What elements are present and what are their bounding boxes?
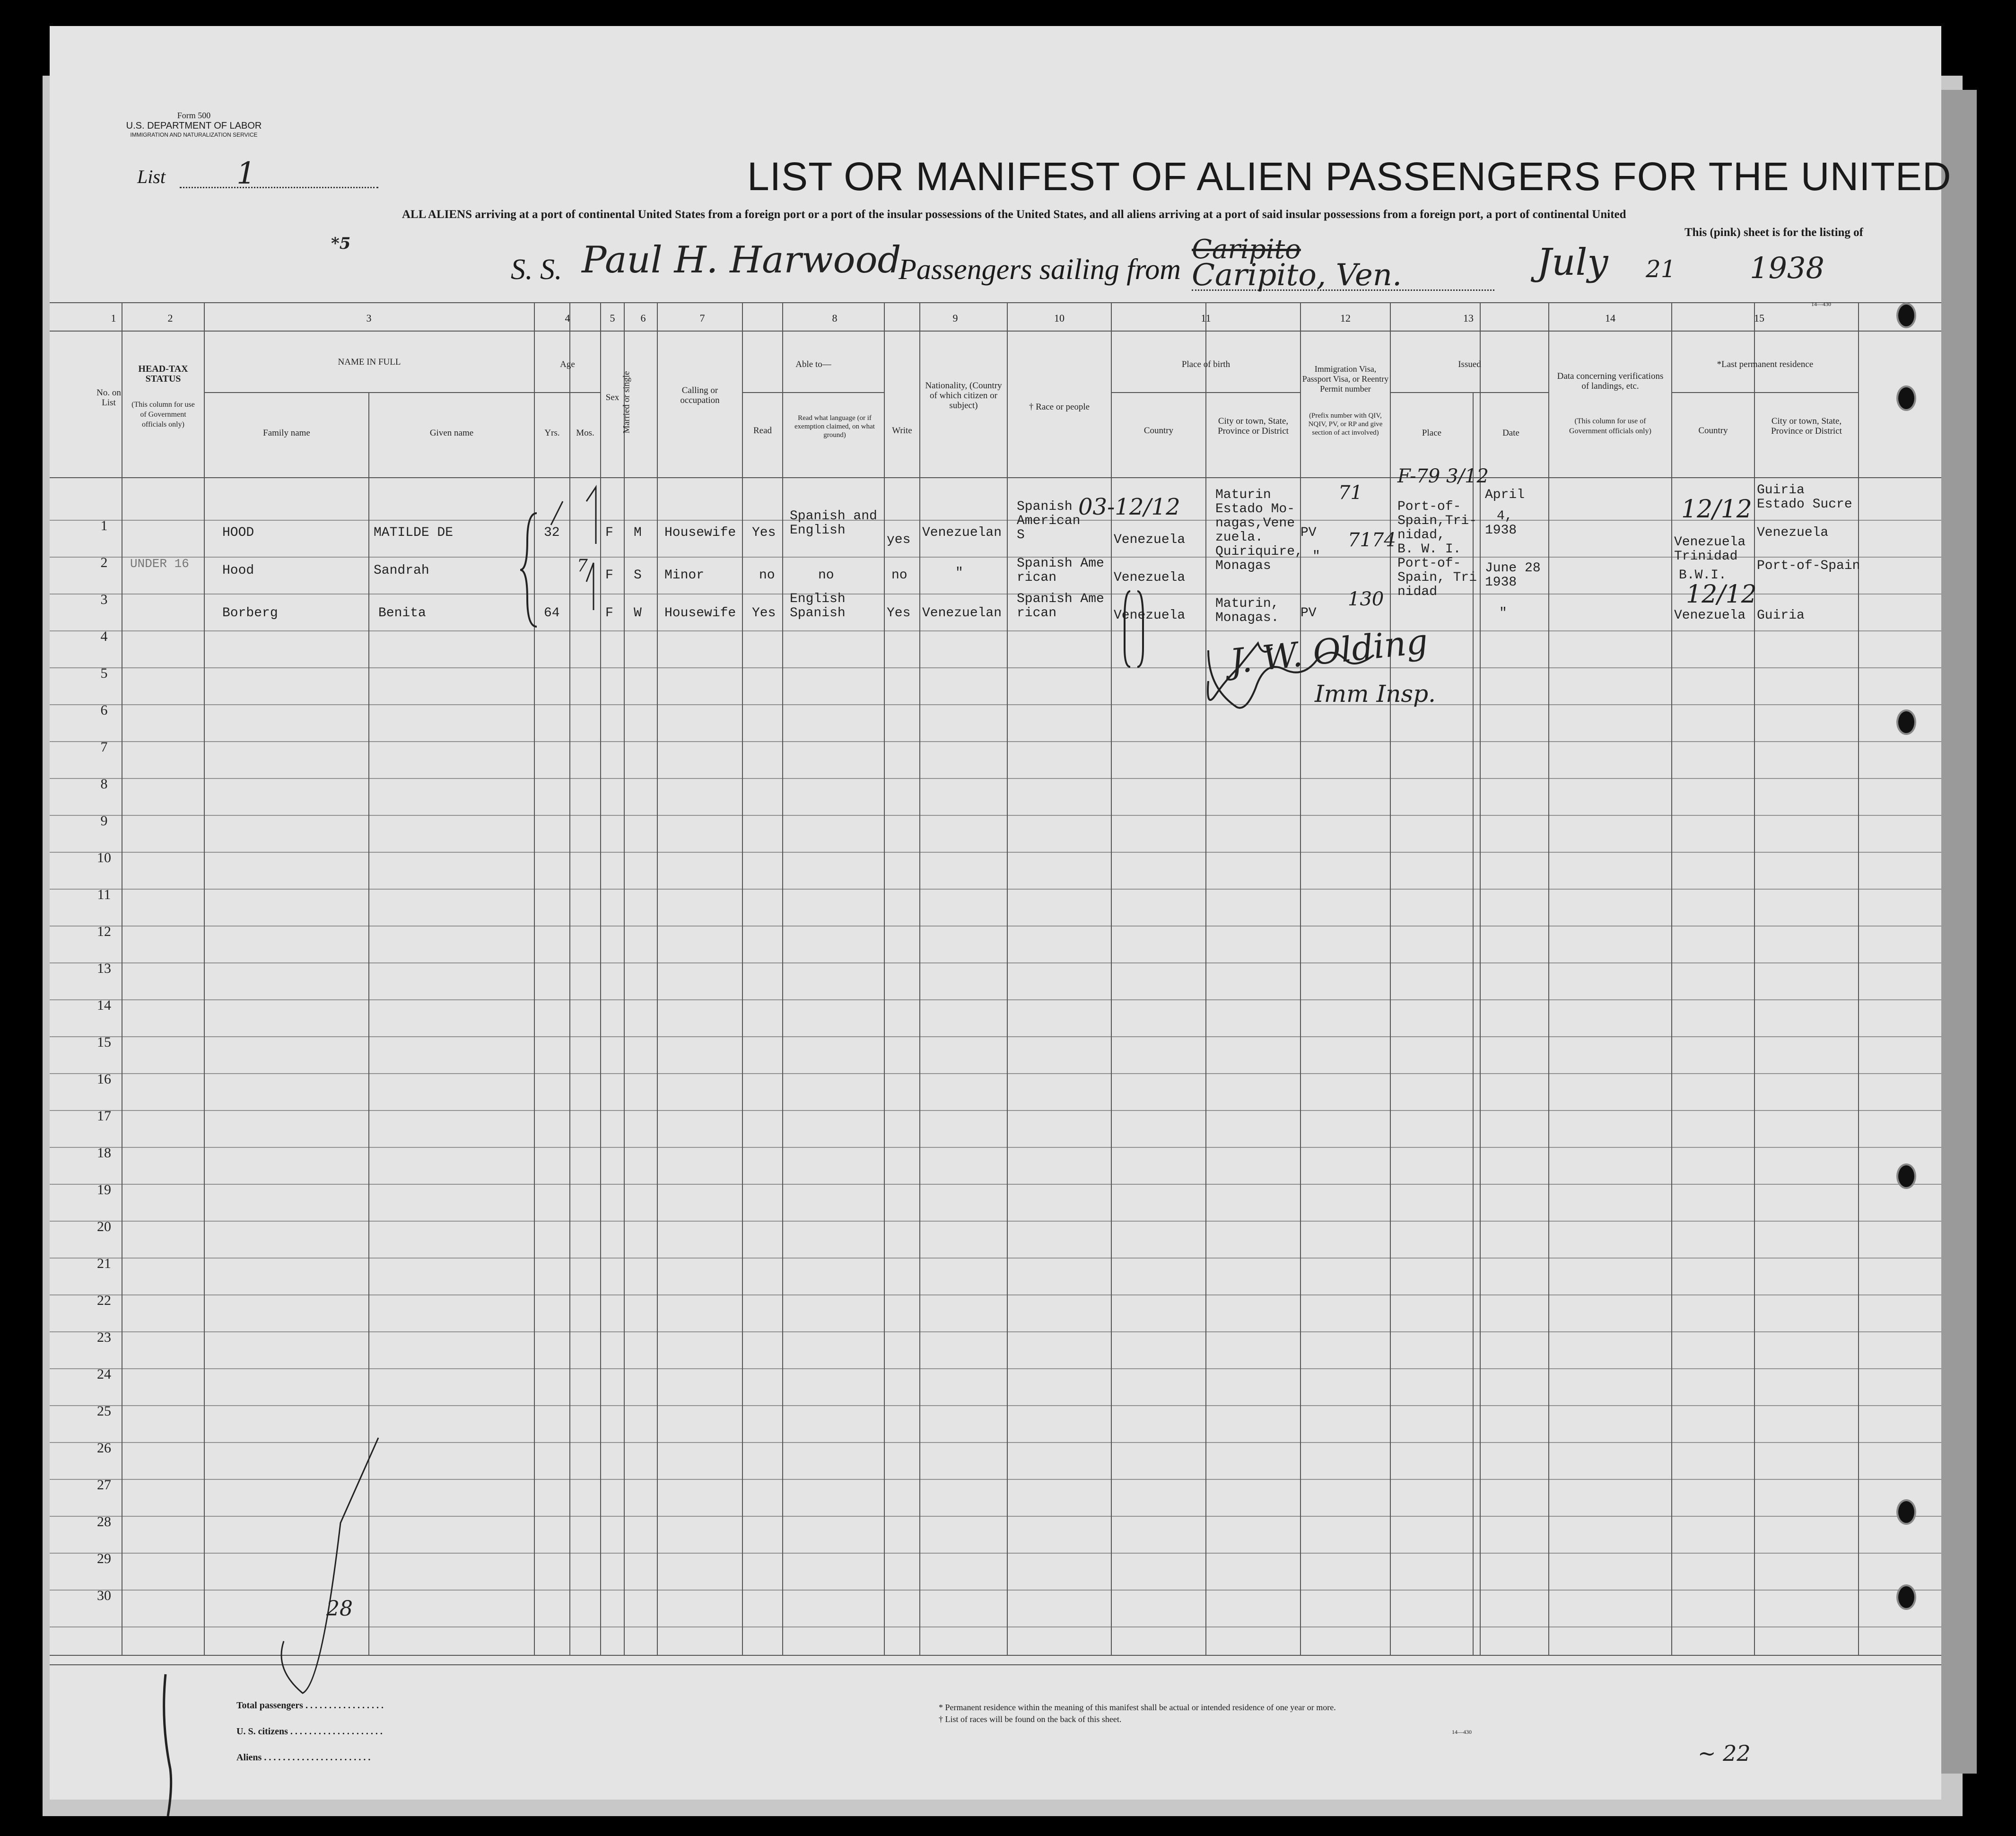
p1-issue-place-1: Port-of-: [1397, 499, 1461, 514]
p2-birth-city-2: Monagas: [1215, 559, 1271, 573]
p3-race-2: rican: [1017, 606, 1057, 621]
colnum-4: 4: [565, 312, 570, 324]
p2-race-1: Spanish Ame: [1017, 556, 1104, 571]
ship-name: Paul H. Harwood: [582, 239, 901, 281]
p2-visa-hand: 7174: [1348, 529, 1396, 551]
row-number-4: 4: [100, 629, 108, 644]
p3-issue-date: ": [1499, 606, 1507, 621]
list-label: List: [137, 166, 166, 187]
hdr-family-name: Family name: [263, 428, 310, 438]
hdr-yrs: Yrs.: [544, 428, 560, 438]
hdr-mos: Mos.: [576, 428, 594, 438]
p2-res-city-1: Port-of-Spain: [1757, 559, 1860, 573]
p2-language: no: [818, 568, 834, 583]
p1-res-city-3: Venezuela: [1757, 525, 1829, 540]
punch-hole: [1896, 385, 1916, 411]
p1-res-city-1: Guiria: [1757, 483, 1805, 498]
p1-issue-place-3: nidad,: [1397, 528, 1445, 542]
p3-read: Yes: [752, 606, 776, 621]
hdr-last-residence: *Last permanent residence: [1717, 359, 1814, 369]
p1-annotation: 03-12/12: [1078, 494, 1180, 520]
hdr-no-on-list: No. on List: [96, 388, 121, 408]
p1-race-3: S: [1017, 528, 1025, 542]
row-number-25: 25: [97, 1403, 111, 1419]
p3-sex: F: [605, 606, 613, 621]
sailing-year: 1938: [1750, 251, 1824, 285]
top-left-mark: *5: [331, 234, 351, 253]
row-number-21: 21: [97, 1256, 111, 1271]
p1-birth-city-4: zuela.: [1215, 530, 1263, 545]
punch-hole: [1896, 303, 1916, 328]
row-number-23: 23: [97, 1329, 111, 1345]
p1-res-city-2: Estado Sucre: [1757, 497, 1852, 512]
row-number-24: 24: [97, 1366, 111, 1382]
p3-race-1: Spanish Ame: [1017, 592, 1104, 606]
port-name: Caripito, Ven.: [1192, 258, 1402, 293]
p1-birth-city-1: Maturin: [1215, 488, 1271, 502]
hdr-sex: Sex: [605, 393, 620, 402]
p2-age: 7: [577, 556, 588, 576]
p2-issue-date-1: June 28: [1485, 561, 1541, 576]
row-number-27: 27: [97, 1477, 111, 1493]
sailing-day: 21: [1646, 255, 1676, 283]
hdr-data-concerning: Data concerning verifications of landings, etc.: [1557, 371, 1664, 391]
p1-birth-city-3: nagas,Vene: [1215, 516, 1295, 531]
p1-visa-hand: 71: [1338, 482, 1362, 504]
colnum-10: 10: [1054, 312, 1065, 324]
p3-language-1: English: [790, 592, 846, 606]
inspector-signature: J. W. Olding: [1228, 621, 1430, 682]
p1-read: Yes: [752, 525, 776, 540]
hdr-nationality: Nationality, (Country of which citizen or subject): [925, 381, 1002, 411]
p1-age: 32: [544, 525, 560, 540]
p2-res-country: Trinidad: [1674, 549, 1738, 564]
form-number: Form 500: [177, 111, 211, 120]
row-number-13: 13: [97, 961, 111, 976]
port-underline: [1192, 289, 1494, 291]
hdr-date: Date: [1502, 428, 1519, 438]
row-number-19: 19: [97, 1182, 111, 1198]
row-number-22: 22: [97, 1293, 111, 1308]
corner-code: 14—430: [1811, 301, 1831, 307]
p1-race-2: American: [1017, 514, 1081, 528]
p2-issue-place-2: Spain, Tri: [1397, 570, 1477, 585]
p3-given: Benita: [378, 606, 426, 621]
p3-language-2: Spanish: [790, 606, 846, 621]
hand-res-mark-1: 12/12: [1681, 495, 1752, 524]
p3-res-country: Venezuela: [1674, 608, 1746, 623]
manifest-title: LIST OR MANIFEST OF ALIEN PASSENGERS FOR THE UNITED: [747, 154, 1952, 199]
p1-status: M: [634, 525, 642, 540]
p1-issue-date-1: April: [1485, 488, 1525, 502]
row-number-9: 9: [100, 813, 108, 829]
row-number-30: 30: [97, 1588, 111, 1603]
row-number-29: 29: [97, 1551, 111, 1566]
row-number-12: 12: [97, 924, 111, 939]
colnum-15: 15: [1754, 312, 1764, 324]
punch-hole: [1896, 1163, 1916, 1189]
p2-occupation: Minor: [664, 568, 705, 583]
row-number-8: 8: [100, 776, 108, 792]
hdr-country: Country: [1143, 426, 1174, 436]
footer-aliens: Aliens . . . . . . . . . . . . . . . . . . . . . . .: [236, 1752, 371, 1763]
row-number-28: 28: [97, 1514, 111, 1530]
row-number-2: 2: [100, 555, 108, 570]
p1-language-2: English: [790, 523, 846, 538]
footer-note-1: * Permanent residence within the meaning of this manifest shall be actual or intended residence of one year or more.: [939, 1703, 1336, 1712]
p1-occupation: Housewife: [664, 525, 736, 540]
row-number-3: 3: [100, 592, 108, 607]
hdr-name-in-full: NAME IN FULL: [338, 357, 401, 367]
p1-sex: F: [605, 525, 613, 540]
row-number-1: 1: [100, 518, 108, 533]
p1-issue-date-2: 4,: [1497, 509, 1513, 524]
hdr-place-of-birth: Place of birth: [1181, 359, 1231, 369]
hdr-read-language: Read what language (or if exemption claimed, on what ground): [794, 414, 875, 439]
colnum-13: 13: [1463, 312, 1474, 324]
p2-read: no: [759, 568, 775, 583]
hdr-write: Write: [892, 426, 912, 436]
row-number-7: 7: [100, 739, 108, 755]
hdr-calling: Calling or occupation: [680, 385, 720, 405]
row-number-5: 5: [100, 665, 108, 681]
footer-note-2: † List of races will be found on the back of this sheet.: [939, 1714, 1122, 1724]
p2-issue-date-2: 1938: [1485, 575, 1517, 590]
colnum-5: 5: [610, 312, 615, 324]
hdr-head-tax-note: (This column for use of Government officials only): [131, 401, 195, 428]
colnum-14: 14: [1605, 312, 1615, 324]
service-name: IMMIGRATION AND NATURALIZATION SERVICE: [130, 131, 258, 138]
footer-total-passengers: Total passengers . . . . . . . . . . . . . . . . .: [236, 1700, 384, 1711]
colnum-2: 2: [167, 312, 173, 324]
instruction-line-2: This (pink) sheet is for the listing of: [1684, 226, 1863, 239]
p2-birth-city-1: Quiriquire,: [1215, 544, 1303, 559]
p2-write: no: [891, 568, 908, 583]
p1-given: MATILDE DE: [374, 525, 454, 540]
hdr-issued: Issued: [1458, 359, 1481, 369]
p2-family: Hood: [222, 563, 254, 578]
p3-age: 64: [544, 606, 560, 621]
hdr-able-to: Able to—: [795, 359, 831, 369]
hand-res-mark-2: 12/12: [1686, 580, 1757, 609]
hand-bottom-right: ~ 22: [1698, 1740, 1751, 1766]
colnum-7: 7: [699, 312, 705, 324]
p3-occupation: Housewife: [664, 606, 736, 621]
p3-family: Borberg: [222, 606, 278, 621]
hdr-data-note: (This column for use of Government officials only): [1569, 417, 1651, 435]
p1-issue-place-4: B. W. I.: [1397, 542, 1461, 557]
p3-status: W: [634, 606, 642, 621]
row-number-11: 11: [97, 887, 111, 902]
p3-visa: PV: [1300, 606, 1317, 621]
p2-sex: F: [605, 568, 613, 583]
p2-visa: ": [1312, 549, 1320, 564]
sailing-from-label: Passengers sailing from: [899, 254, 1181, 286]
inspector-title: Imm Insp.: [1315, 680, 1436, 708]
colnum-11: 11: [1201, 312, 1211, 324]
row-number-10: 10: [97, 850, 111, 866]
hdr-read: Read: [753, 426, 772, 436]
p2-race-2: rican: [1017, 570, 1057, 585]
p1-family: HOOD: [222, 525, 254, 540]
hdr-head-tax: HEAD-TAX STATUS: [138, 364, 188, 384]
hdr-city-town: City or town, State, Province or District: [1218, 416, 1289, 436]
p1-issue-place-2: Spain,Tri-: [1397, 514, 1477, 528]
list-underline: [180, 187, 378, 188]
p2-issue-place-1: Port-of-: [1397, 556, 1461, 571]
row-number-15: 15: [97, 1034, 111, 1050]
p2-head-tax: UNDER 16: [130, 557, 189, 571]
instruction-line-1: ALL ALIENS arriving at a port of continental United States from a foreign port or a port of the insular possessions of the United States, and all aliens arriving at a port of said insular possessions from a foreign port, a port of continental United: [402, 208, 1626, 221]
p3-birth-city-2: Monagas.: [1215, 611, 1279, 625]
p3-res-city-1: Guiria: [1757, 608, 1805, 623]
punch-hole: [1896, 1499, 1916, 1525]
hdr-res-city: City or town, State, Province or District: [1771, 416, 1842, 436]
p3-birth-country: Venezuela: [1114, 608, 1186, 623]
row-number-14: 14: [97, 997, 111, 1013]
footer-code: 14—430: [1452, 1729, 1472, 1735]
hdr-visa-note: (Prefix number with QIV, NQIV, PV, or RP and give section of act involved): [1308, 412, 1383, 437]
row-number-6: 6: [100, 702, 108, 718]
p1-write: yes: [887, 533, 911, 547]
p1-race-1: Spanish: [1017, 499, 1073, 514]
punch-hole: [1896, 1584, 1916, 1610]
p3-visa-hand: 130: [1348, 588, 1384, 610]
ss-label: S. S.: [511, 254, 562, 286]
hdr-visa: Immigration Visa, Passport Visa, or Reentry Permit number: [1302, 364, 1389, 393]
p2-birth-country: Venezuela: [1114, 570, 1186, 585]
colnum-12: 12: [1340, 312, 1351, 324]
p1-issue-date-3: 1938: [1485, 523, 1517, 538]
p3-birth-city-1: Maturin,: [1215, 596, 1279, 611]
row-number-26: 26: [97, 1440, 111, 1456]
footer-us-citizens: U. S. citizens . . . . . . . . . . . . . . . . . . . .: [236, 1726, 383, 1737]
sailing-month: July: [1537, 241, 1608, 284]
p1-nationality: Venezuelan: [922, 525, 1002, 540]
row-number-17: 17: [97, 1108, 111, 1124]
hdr-res-country: Country: [1698, 426, 1728, 436]
p2-status: S: [634, 568, 642, 583]
p1-birth-city-2: Estado Mo-: [1215, 502, 1295, 516]
p2-issue-place-3: nidad: [1397, 585, 1438, 599]
hand-top-right: F-79 3/12: [1397, 465, 1489, 487]
colnum-6: 6: [640, 312, 646, 324]
p1-visa: PV: [1300, 525, 1317, 540]
department-name: U.S. DEPARTMENT OF LABOR: [126, 121, 262, 131]
p2-nationality: ": [955, 566, 963, 580]
colnum-9: 9: [952, 312, 958, 324]
p1-birth-country: Venezuela: [1114, 533, 1186, 547]
row-number-18: 18: [97, 1145, 111, 1161]
p2-given: Sandrah: [374, 563, 429, 578]
p1-res-country: Venezuela: [1674, 535, 1746, 550]
hdr-race: † Race or people: [1029, 402, 1090, 412]
hdr-married: Married or single: [621, 371, 632, 434]
list-number: 1: [236, 156, 256, 191]
p1-language-1: Spanish and: [790, 509, 877, 524]
p3-write: Yes: [887, 606, 911, 621]
punch-hole: [1896, 709, 1916, 735]
hdr-age: Age: [560, 359, 575, 369]
p3-nationality: Venezuelan: [922, 606, 1002, 621]
colnum-8: 8: [832, 312, 838, 324]
p2-res-country-2: B.W.I.: [1679, 568, 1727, 583]
hand-bottom-number: 28: [326, 1597, 353, 1621]
row-number-16: 16: [97, 1071, 111, 1087]
hdr-given-name: Given name: [429, 428, 474, 438]
hdr-place: Place: [1422, 428, 1442, 438]
colnum-3: 3: [366, 312, 372, 324]
colnum-1: 1: [111, 312, 116, 324]
row-number-20: 20: [97, 1219, 111, 1234]
port-struck: Caripito: [1192, 234, 1301, 265]
